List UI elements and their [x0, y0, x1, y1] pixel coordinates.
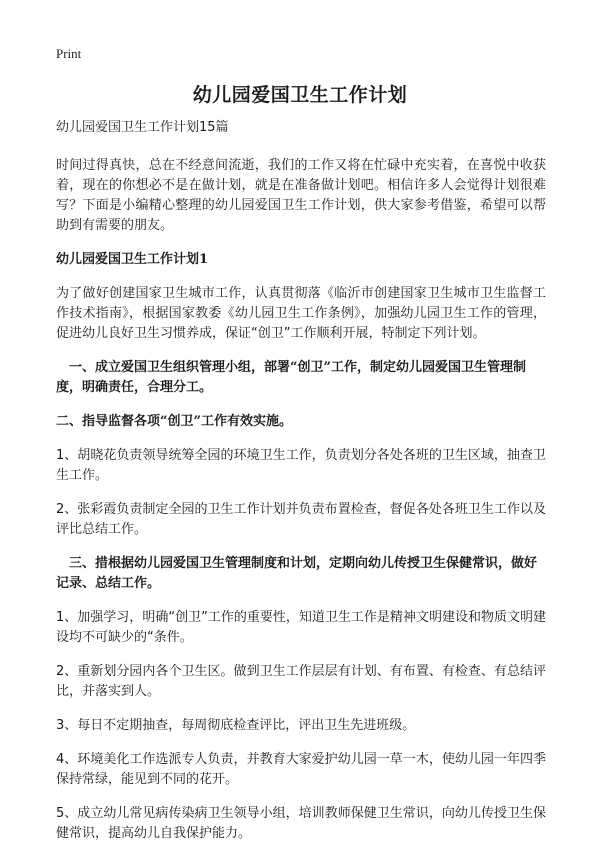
section-title: 幼儿园爱国卫生工作计划1: [56, 252, 209, 267]
section-intro-paragraph: 为了做好创建国家卫生城市工作，认真贯彻落《临沂市创建国家卫生城市卫生监督工作技术指南》，根据国家教委《幼儿园卫生工作条例》，加强幼儿园卫生工作的管理，促进幼儿良好卫生习惯养成，保证“创卫”工作顺利开展，特制定下列计划。: [56, 286, 546, 341]
print-link[interactable]: Print: [56, 46, 82, 61]
list-item: 3、每日不定期抽查，每周彻底检查评比，评出卫生先进班级。: [56, 718, 416, 733]
page-title: 幼儿园爱国卫生工作计划: [192, 84, 408, 106]
list-item: 1、胡晓花负责领导统筹全园的环境卫生工作，负责划分各处各班的卫生区域，抽查卫生工作。: [56, 448, 546, 483]
list-item: 2、张彩霞负责制定全园的卫生工作计划并负责布置检查，督促各处各班卫生工作以及评比总结工作。: [56, 502, 546, 537]
list-item: 2、重新划分园内各个卫生区。做到卫生工作层层有计划、有布置、有检查、有总结评比，并落实到人。: [56, 664, 546, 699]
list-item: 5、成立幼儿常见病传染病卫生领导小组，培训教师保健卫生常识，向幼儿传授卫生保健常识，提高幼儿自我保护能力。: [56, 806, 546, 841]
list-item: 1、加强学习，明确“创卫”工作的重要性，知道卫生工作是精神文明建设和物质文明建设均不可缺少的“条件。: [56, 610, 546, 645]
document-subtitle: 幼儿园爱国卫生工作计划15篇: [56, 120, 229, 135]
heading-one: 一、成立爱国卫生组织管理小组，部署“创卫”工作，制定幼儿园爱国卫生管理制度，明确责任，合理分工。: [56, 360, 526, 395]
intro-paragraph: 时间过得真快，总在不经意间流逝，我们的工作又将在忙碌中充实着，在喜悦中收获着，现在的你想必不是在做计划，就是在准备做计划吧。相信许多人会觉得计划很难写？下面是小编精心整理的幼儿园爱国卫生工作计划，供大家参考借鉴，希望可以帮助到有需要的朋友。: [56, 158, 546, 233]
heading-two: 二、指导监督各项“创卫”工作有效实施。: [56, 414, 292, 429]
list-item: 4、环境美化工作选派专人负责，并教育大家爱护幼儿园一草一木，使幼儿园一年四季保持常绿，能见到不同的花开。: [56, 752, 546, 787]
document-body: [56, 118, 546, 858]
heading-three: 三、措根据幼儿园爱国卫生管理制度和计划，定期向幼儿传授卫生保健常识，做好记录、总结工作。: [56, 556, 538, 591]
